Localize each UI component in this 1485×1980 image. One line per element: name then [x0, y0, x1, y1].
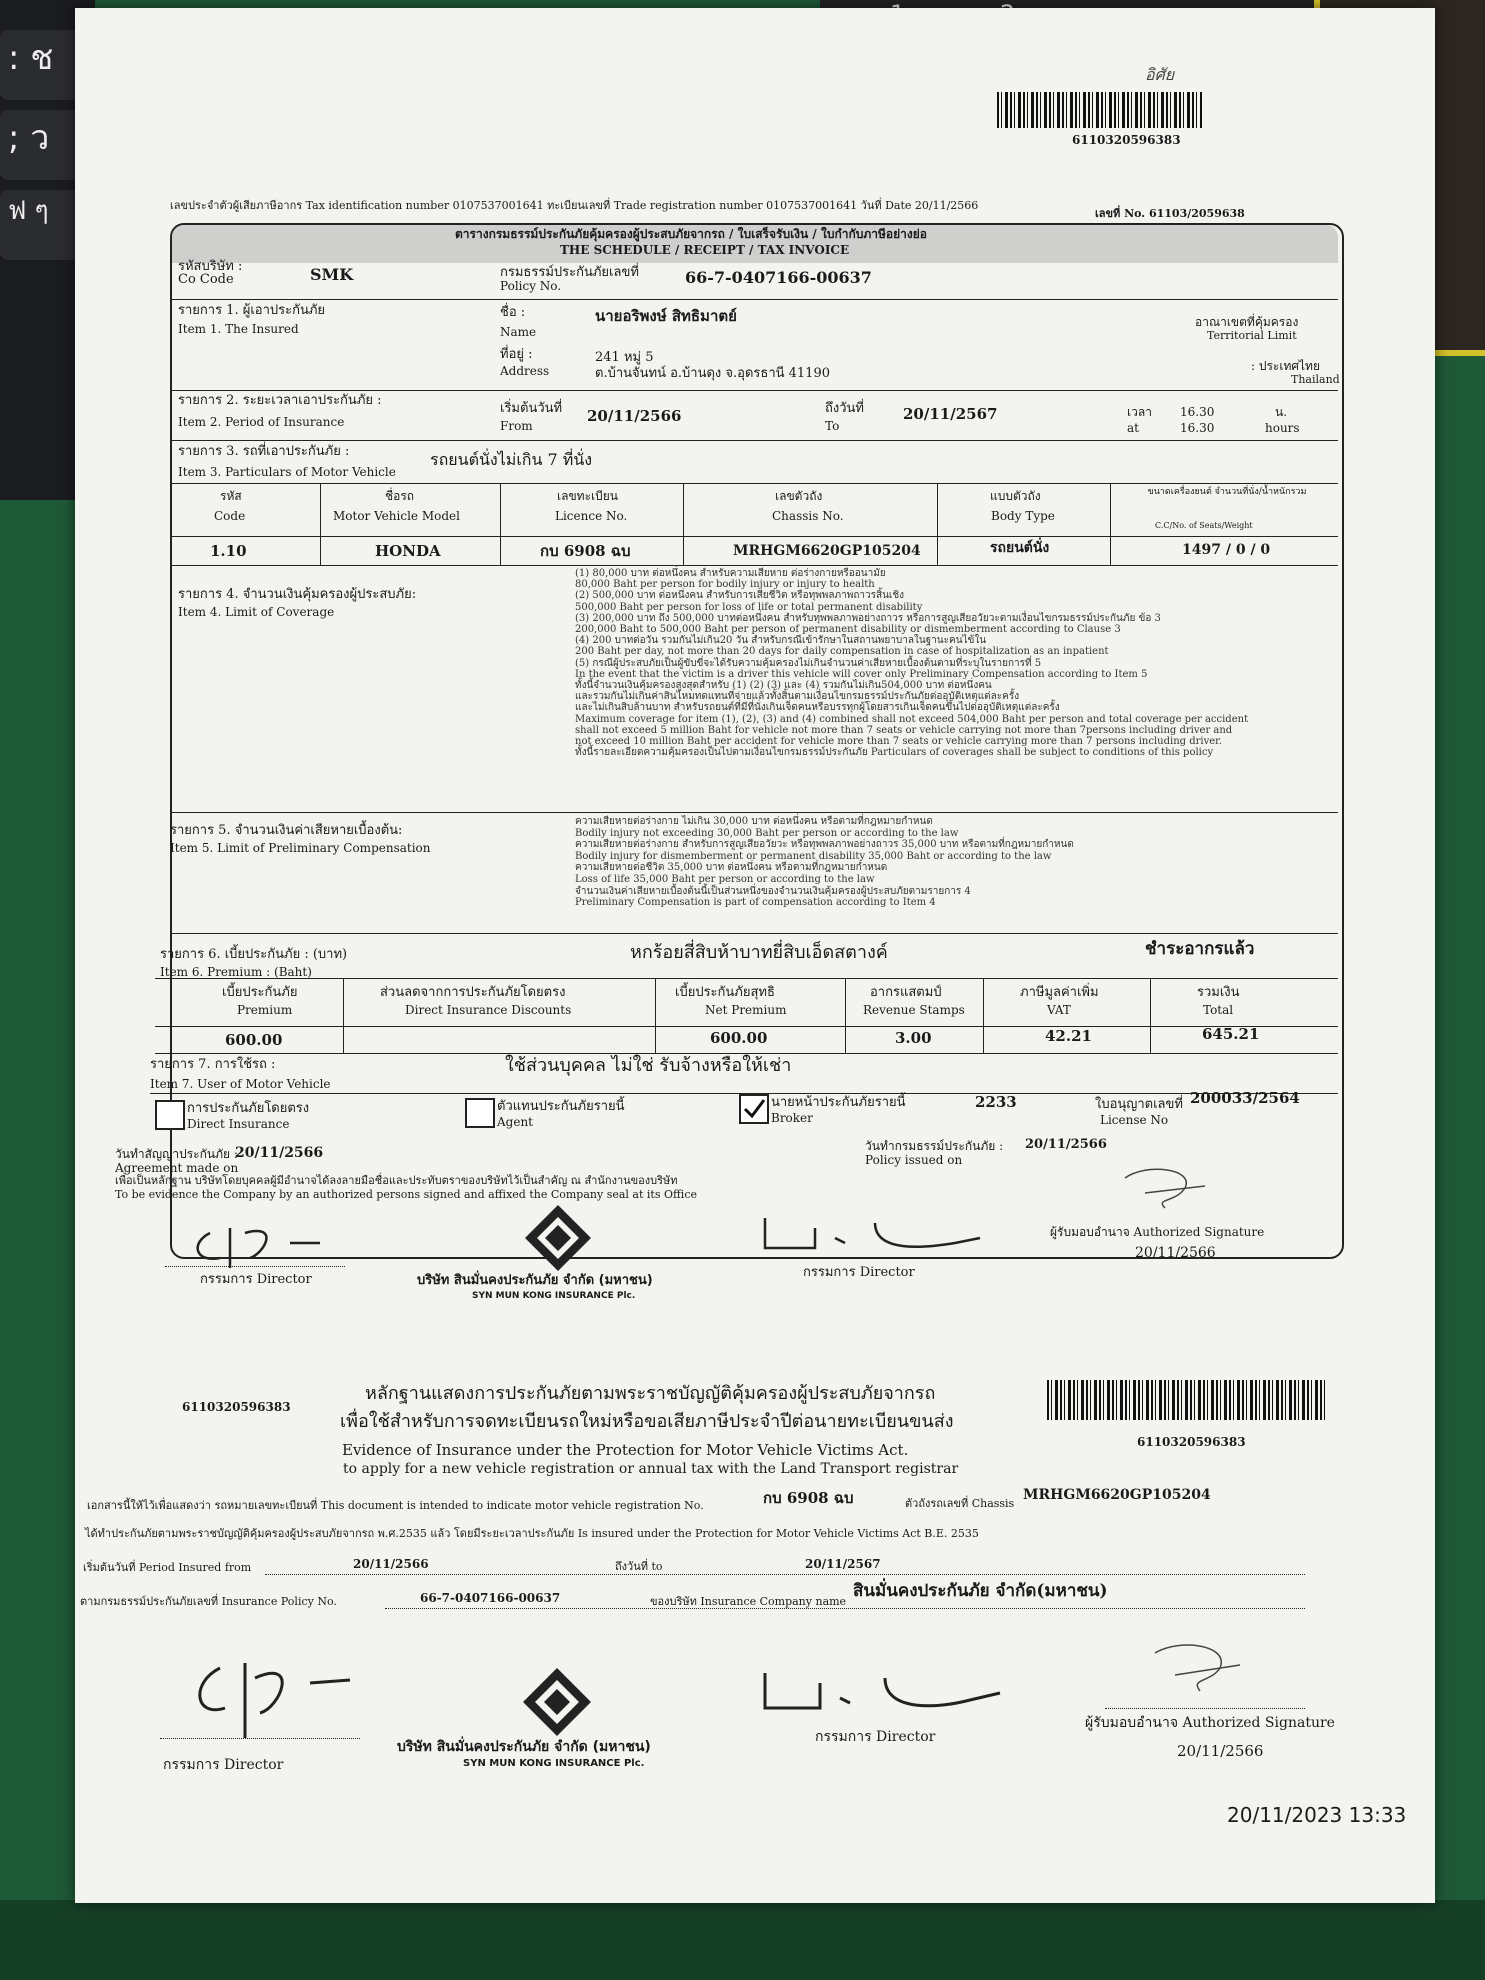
signature-line [160, 1738, 360, 1739]
keyboard-key: : ช [0, 30, 85, 100]
license-label-th: ใบอนุญาตเลขที่ [1095, 1097, 1183, 1112]
co-code-label-th: รหัสบริษัท : [178, 259, 243, 274]
table-divider [500, 483, 501, 565]
authorized-label-upper: ผู้รับมอบอำนาจ Authorized Signature [1050, 1225, 1265, 1239]
preliminary-line: ความเสียหายต่อร่างกาย ไม่เกิน 30,000 บาท ต่อหนึ่งคน หรือตามที่กฎหมายกำหนด [575, 816, 933, 827]
broker-label-en: Broker [771, 1111, 813, 1125]
lower-barcode-number-left: 6110320596383 [182, 1400, 291, 1414]
col-body-en: Body Type [991, 509, 1055, 523]
stamps-value: 3.00 [895, 1029, 932, 1047]
table-divider [683, 483, 684, 565]
divider [172, 390, 1338, 391]
table-divider [655, 978, 656, 1053]
to-date: 20/11/2567 [903, 405, 998, 423]
divider [172, 299, 1338, 300]
policy-label-en: Policy No. [500, 279, 562, 293]
lower-chassis: MRHGM6620GP105204 [1023, 1487, 1211, 1503]
coverage-line: 80,000 Baht per person for bodily injury or injury to health [575, 579, 875, 591]
coverage-line: (2) 500,000 บาท ต่อหนึ่งคน สำหรับการเสียชีวิต หรือทุพพลภาพถาวรสิ้นเชิง [575, 590, 905, 602]
agreement-date: 20/11/2566 [235, 1145, 324, 1161]
total-value: 645.21 [1202, 1025, 1260, 1043]
time-label-en: at [1127, 421, 1139, 435]
col-total-en: Total [1203, 1003, 1234, 1017]
territory-label-th: อาณาเขตที่คุ้มครอง [1195, 315, 1299, 329]
coverage-line: shall not exceed 5 million Baht for vehicle not more than 7 seats or vehicle carrying not more than 7persons including driver and [575, 724, 1233, 736]
net-premium-value: 600.00 [710, 1029, 768, 1047]
col-stamps-en: Revenue Stamps [863, 1003, 965, 1017]
issued-label-en: Policy issued on [865, 1153, 963, 1167]
divider [172, 440, 1338, 441]
direct-insurance-label-th: การประกันภัยโดยตรง [187, 1101, 310, 1116]
barcode-top [997, 92, 1202, 128]
coverage-line: และไม่เกินสิบล้านบาท สำหรับรถยนต์ที่มีที่นั่งเกินเจ็ดคนหรือบรรทุกผู้โดยสารเกินเจ็ดคนขึ้นไปต่ออุบัติเหตุแต่ละครั้ง [575, 702, 1060, 714]
col-code-th: รหัส [220, 489, 242, 503]
col-net-th: เบี้ยประกันภัยสุทธิ [675, 985, 775, 1000]
director-label-middle: กรรมการ Director [803, 1265, 915, 1280]
company-logo [523, 1203, 593, 1273]
table-divider [1150, 978, 1151, 1053]
director-label-lower-middle: กรรมการ Director [815, 1729, 936, 1745]
col-code-en: Code [214, 509, 246, 523]
print-timestamp: 20/11/2023 13:33 [1227, 1803, 1407, 1827]
from-label-en: From [500, 419, 533, 433]
item2-label-th: รายการ 2. ระยะเวลาเอาประกันภัย : [178, 393, 382, 408]
director-label-left: กรรมการ Director [200, 1272, 312, 1287]
preliminary-line: Loss of life 35,000 Baht per person or according to the law [575, 873, 875, 885]
broker-code: 2233 [975, 1093, 1017, 1111]
authorized-date-lower: 20/11/2566 [1177, 1742, 1264, 1760]
tax-id-line: เลขประจำตัวผู้เสียภาษีอากร Tax identification number 0107537001641 ทะเบียนเลขที่ Trade registration number 0107537001641 วันที่ Date 20/11/2566 [170, 199, 979, 212]
duty-paid-stamp: ชำระอากรแล้ว [1145, 939, 1255, 959]
col-net-en: Net Premium [705, 1003, 787, 1017]
agreement-label-th: วันทำสัญญาประกันภัย : [115, 1147, 238, 1161]
table-divider [1110, 483, 1111, 565]
agent-label-en: Agent [497, 1115, 533, 1129]
from-date: 20/11/2566 [587, 407, 682, 425]
item2-label-en: Item 2. Period of Insurance [178, 415, 345, 429]
divider [172, 483, 1338, 484]
vehicle-engine: 1497 / 0 / 0 [1182, 542, 1271, 558]
policy-label-th: กรมธรรม์ประกันภัยเลขที่ [500, 265, 639, 280]
lower-company-name: สินมั่นคงประกันภัย จำกัด(มหาชน) [853, 1581, 1108, 1601]
table-divider [983, 978, 984, 1053]
lower-title-th-2: เพื่อใช้สำหรับการจดทะเบียนรถใหม่หรือขอเสียภาษีประจำปีต่อนายทะเบียนขนส่ง [340, 1411, 954, 1432]
preliminary-text [575, 816, 1074, 909]
agent-checkbox[interactable] [465, 1098, 495, 1128]
divider [172, 812, 1338, 813]
lower-policy-number: 66-7-0407166-00637 [420, 1591, 561, 1605]
lower-policy-label: ตามกรมธรรม์ประกันภัยเลขที่ Insurance Policy No. [80, 1595, 337, 1608]
lower-chassis-label: ตัวถังรถเลขที่ Chassis [905, 1497, 1015, 1510]
item4-label-th: รายการ 4. จำนวนเงินคุ้มครองผู้ประสบภัย: [178, 587, 417, 602]
coverage-line: Maximum coverage for item (1), (2), (3) and (4) combined shall not exceed 504,000 Baht per person and total coverage per accident [575, 713, 1249, 725]
address-line2: ต.บ้านจันทน์ อ.บ้านดุง จ.อุดรธานี 41190 [595, 366, 830, 381]
lower-line1-text: เอกสารนี้ให้ไว้เพื่อแสดงว่า รถหมายเลขทะเบียนที่ This document is intended to indicate motor vehicle registration No. [87, 1499, 704, 1512]
vehicle-code: 1.10 [210, 542, 247, 560]
preliminary-line: จำนวนเงินค่าเสียหายเบื้องต้นนี้เป็นส่วนหนึ่งของจำนวนเงินคุ้มครองผู้ประสบภัยตามรายการ 4 [575, 885, 971, 897]
col-engine-th: ขนาดเครื่องยนต์ จำนวนที่นั่ง/น้ำหนักรวม [1147, 487, 1307, 497]
premium-value: 600.00 [225, 1031, 283, 1049]
company-name-th-lower: บริษัท สินมั่นคงประกันภัย จำกัด (มหาชน) [397, 1739, 651, 1755]
broker-label-th: นายหน้าประกันภัยรายนี้ [771, 1095, 906, 1110]
lower-registration: กบ 6908 ฉบ [763, 1489, 854, 1507]
barcode-lower [1047, 1380, 1327, 1420]
director-signature-lower-left [150, 1648, 380, 1748]
preliminary-line: Bodily injury not exceeding 30,000 Baht per person or according to the law [575, 827, 959, 839]
col-stamps-th: อากรแสตมป์ [870, 985, 942, 1000]
table-divider [155, 1026, 1338, 1027]
authorized-date-upper: 20/11/2566 [1135, 1245, 1216, 1261]
company-name-th: บริษัท สินมั่นคงประกันภัย จำกัด (มหาชน) [417, 1273, 653, 1288]
issued-label-th: วันทำกรมธรรม์ประกันภัย : [865, 1139, 1004, 1153]
table-divider [845, 978, 846, 1053]
coverage-line: (5) กรณีผู้ประสบภัยเป็นผู้ขับขี่จะได้รับความคุ้มครองไม่เกินจำนวนค่าเสียหายเบื้องต้นตามที่ระบุในรายการที่ 5 [575, 657, 1042, 669]
coverage-line: In the event that the victim is a driver this vehicle will cover only Preliminary Compensation according to Item 5 [575, 668, 1148, 680]
col-discount-en: Direct Insurance Discounts [405, 1003, 572, 1017]
lower-from-label: เริ่มต้นวันที่ Period Insured from [83, 1561, 252, 1574]
authorized-signature-lower [1135, 1633, 1255, 1703]
vehicle-description: รถยนต์นั่งไม่เกิน 7 ที่นั่ง [430, 450, 593, 469]
table-divider [172, 565, 1338, 566]
from-label-th: เริ่มต้นวันที่ [500, 401, 563, 416]
coverage-line: (3) 200,000 บาท ถึง 500,000 บาทต่อหนึ่งคน สำหรับทุพพลภาพอย่างถาวร หรือการสูญเสียอวัยวะตามเงื่อนไขกรมธรรม์ประกันภัย ข้อ 3 [575, 612, 1161, 624]
handwritten-note: อิศัย [1145, 65, 1175, 84]
item6-label-en: Item 6. Premium : (Baht) [160, 965, 312, 979]
lower-title-en-2: to apply for a new vehicle registration or annual tax with the Land Transport registrar [343, 1461, 959, 1477]
item1-label-en: Item 1. The Insured [178, 322, 299, 336]
vat-value: 42.21 [1045, 1027, 1092, 1045]
coverage-line: ทั้งนี้จำนวนเงินคุ้มครองสูงสุดสำหรับ (1) (2) (3) และ (4) รวมกันไม่เกิน504,000 บาท ต่อหนึ่งคน [575, 680, 992, 692]
time-label-th: เวลา [1127, 405, 1152, 419]
document-number: เลขที่ No. 61103/2059638 [1095, 207, 1245, 220]
company-name-en: SYN MUN KONG INSURANCE Plc. [472, 1291, 636, 1301]
premium-in-words: หกร้อยสี่สิบห้าบาทยี่สิบเอ็ดสตางค์ [630, 942, 888, 963]
coverage-line: (4) 200 บาทต่อวัน รวมกันไม่เกิน20 วัน สำหรับกรณีเข้ารักษาในสถานพยาบาลในฐานะคนไข้ใน [575, 635, 987, 647]
coverage-line: ทั้งนี้รายละเอียดความคุ้มครองเป็นไปตามเงื่อนไขกรมธรรม์ประกันภัย Particulars of coverages shall be subject to conditions of this policy [575, 747, 1214, 759]
coverage-line: 200 Baht per day, not more than 20 days for daily compensation in case of hospitalization as an inpatient [575, 646, 1109, 658]
lower-to-date: 20/11/2567 [805, 1557, 881, 1571]
preliminary-line: Preliminary Compensation is part of compensation according to Item 4 [575, 897, 936, 909]
agent-label-th: ตัวแทนประกันภัยรายนี้ [497, 1099, 625, 1114]
col-model-th: ชื่อรถ [385, 489, 415, 503]
schedule-title-th: ตารางกรมธรรม์ประกันภัยคุ้มครองผู้ประสบภัยจากรถ / ใบเสร็จรับเงิน / ใบกำกับภาษีอย่างย่อ [455, 227, 927, 241]
item7-label-en: Item 7. User of Motor Vehicle [150, 1077, 331, 1091]
agreement-label-en: Agreement made on [115, 1161, 239, 1175]
authorized-label-lower: ผู้รับมอบอำนาจ Authorized Signature [1085, 1715, 1335, 1731]
time-from: 16.30 [1180, 405, 1215, 419]
vehicle-usage: ใช้ส่วนบุคคล ไม่ใช่ รับจ้างหรือให้เช่า [505, 1055, 792, 1076]
insurance-document [75, 8, 1435, 1903]
col-chassis-th: เลขตัวถัง [775, 489, 823, 503]
coverage-line: 200,000 Baht to 500,000 Baht per person of permanent disability or dismemberment according to Clause 3 [575, 624, 1121, 636]
col-vat-th: ภาษีมูลค่าเพิ่ม [1020, 985, 1099, 1000]
co-code-value: SMK [310, 265, 354, 284]
barcode-number-top: 6110320596383 [1072, 133, 1181, 147]
item6-label-th: รายการ 6. เบี้ยประกันภัย : (บาท) [160, 947, 348, 962]
table-divider [320, 483, 321, 565]
divider [155, 978, 1338, 979]
time-unit-en: hours [1265, 421, 1300, 435]
col-total-th: รวมเงิน [1197, 985, 1240, 1000]
table-divider [155, 1053, 1338, 1054]
lower-line2-text: ได้ทำประกันภัยตามพระราชบัญญัติคุ้มครองผู้ประสบภัยจากรถ พ.ศ.2535 แล้ว โดยมีระยะเวลาประกันภัย Is insured under the Protection for Motor Vehicle Victims Act B.E. 2535 [85, 1527, 979, 1540]
table-divider [172, 536, 1338, 537]
preliminary-line: ความเสียหายต่อชีวิต 35,000 บาท ต่อหนึ่งคน หรือตามที่กฎหมายกำหนด [575, 862, 888, 874]
territory-label-en: Territorial Limit [1207, 329, 1297, 342]
to-label-th: ถึงวันที่ [825, 401, 864, 416]
schedule-title-en: THE SCHEDULE / RECEIPT / TAX INVOICE [560, 243, 850, 257]
checkmark-icon [741, 1096, 767, 1122]
evidence-text-th: เพื่อเป็นหลักฐาน บริษัทโดยบุคคลผู้มีอำนาจได้ลงลายมือชื่อและประทับตราของบริษัทไว้เป็นสำคัญ ณ สำนักงานของบริษัท [115, 1174, 678, 1187]
vehicle-chassis: MRHGM6620GP105204 [733, 543, 921, 559]
table-divider [937, 483, 938, 565]
broker-checkbox[interactable] [739, 1094, 769, 1124]
table-divider [343, 978, 344, 1053]
vehicle-model: HONDA [375, 542, 441, 560]
company-name-en-lower: SYN MUN KONG INSURANCE Plc. [463, 1758, 645, 1769]
item3-label-en: Item 3. Particulars of Motor Vehicle [178, 465, 396, 479]
lower-title-th-1: หลักฐานแสดงการประกันภัยตามพระราชบัญญัติคุ้มครองผู้ประสบภัยจากรถ [365, 1383, 936, 1404]
director-signature-lower-middle [755, 1658, 1015, 1728]
col-engine-en: C.C/No. of Seats/Weight [1155, 521, 1253, 530]
policy-number: 66-7-0407166-00637 [685, 268, 872, 287]
col-chassis-en: Chassis No. [772, 509, 844, 523]
col-body-th: แบบตัวถัง [990, 489, 1041, 503]
dotted-line [265, 1574, 1305, 1575]
keyboard-key: ฟ ๆ [0, 190, 85, 260]
lower-barcode-number: 6110320596383 [1137, 1435, 1246, 1449]
license-number: 200033/2564 [1190, 1089, 1300, 1107]
col-licence-en: Licence No. [555, 509, 628, 523]
col-premium-th: เบี้ยประกันภัย [222, 985, 298, 1000]
authorized-signature-upper [1105, 1158, 1225, 1218]
col-model-en: Motor Vehicle Model [333, 509, 460, 523]
signature-line [1105, 1708, 1305, 1709]
lower-company-label: ของบริษัท Insurance Company name [650, 1595, 847, 1608]
director-label-lower-left: กรรมการ Director [163, 1757, 284, 1773]
preliminary-line: ความเสียหายต่อร่างกาย สำหรับการสูญเสียอวัยวะ หรือทุพพลภาพอย่างถาวร 35,000 บาท หรือตามที่กฎหมายกำหนด [575, 839, 1074, 851]
lower-to-label: ถึงวันที่ to [615, 1560, 663, 1573]
license-label-en: License No [1100, 1113, 1169, 1127]
keyboard-key: ; ว [0, 110, 85, 180]
to-label-en: To [825, 419, 840, 433]
company-logo-lower [521, 1666, 593, 1738]
item5-label-en: Item 5. Limit of Preliminary Compensation [170, 841, 431, 855]
direct-insurance-checkbox[interactable] [155, 1100, 185, 1130]
item5-label-th: รายการ 5. จำนวนเงินค่าเสียหายเบื้องต้น: [170, 823, 403, 838]
signature-line [165, 1266, 345, 1267]
evidence-text-en: To be evidence the Company by an authorized persons signed and affixed the Company seal at its Office [115, 1188, 697, 1201]
vehicle-body: รถยนต์นั่ง [990, 540, 1050, 556]
name-label-en: Name [500, 325, 537, 339]
floor-background [0, 1900, 1485, 1980]
name-label-th: ชื่อ : [500, 305, 526, 320]
address-label-en: Address [500, 364, 550, 378]
coverage-text [575, 568, 1248, 758]
coverage-line: 500,000 Baht per person for loss of life or total permanent disability [575, 601, 923, 613]
address-label-th: ที่อยู่ : [500, 347, 533, 362]
col-vat-en: VAT [1047, 1003, 1071, 1017]
address-line1: 241 หมู่ 5 [595, 350, 654, 365]
co-code-label-en: Co Code [178, 272, 234, 287]
coverage-line: และรวมกันไม่เกินค่าสินไหมทดแทนที่จ่ายแล้วทั้งสิ้นตามเงื่อนไขกรมธรรม์ประกันภัยต่ออุบัติเหตุแต่ละครั้ง [575, 691, 1020, 703]
issued-date: 20/11/2566 [1025, 1137, 1107, 1152]
item1-label-th: รายการ 1. ผู้เอาประกันภัย [178, 303, 326, 318]
director-signature-middle [755, 1203, 995, 1263]
item4-label-en: Item 4. Limit of Coverage [178, 605, 335, 619]
coverage-line: (1) 80,000 บาท ต่อหนึ่งคน สำหรับความเสียหาย ต่อร่างกายหรืออนามัย [575, 568, 886, 579]
col-discount-th: ส่วนลดจากการประกันภัยโดยตรง [380, 985, 566, 1000]
divider [172, 933, 1338, 934]
direct-insurance-label-en: Direct Insurance [187, 1117, 290, 1131]
coverage-line: not exceed 10 million Baht per accident for vehicle more than 7 seats or vehicle carrying more than 7 persons including driver. [575, 736, 1223, 748]
item3-label-th: รายการ 3. รถที่เอาประกันภัย : [178, 444, 350, 459]
dotted-line [385, 1608, 1305, 1609]
lower-from-date: 20/11/2566 [353, 1557, 429, 1571]
territory-value-th: : ประเทศไทย [1251, 359, 1320, 373]
time-to: 16.30 [1180, 421, 1215, 435]
lower-title-en-1: Evidence of Insurance under the Protection for Motor Vehicle Victims Act. [342, 1441, 909, 1459]
insured-name: นายอริพงษ์ สิทธิมาตย์ [595, 307, 737, 325]
territory-value-en: Thailand [1291, 373, 1340, 386]
col-licence-th: เลขทะเบียน [557, 489, 618, 503]
time-unit-th: น. [1275, 405, 1288, 419]
item7-label-th: รายการ 7. การใช้รถ : [150, 1057, 276, 1072]
col-premium-en: Premium [237, 1003, 293, 1017]
vehicle-licence: กบ 6908 ฉบ [540, 542, 631, 560]
preliminary-line: Bodily injury for dismemberment or permanent disability 35,000 Baht or according to the law [575, 850, 1052, 862]
